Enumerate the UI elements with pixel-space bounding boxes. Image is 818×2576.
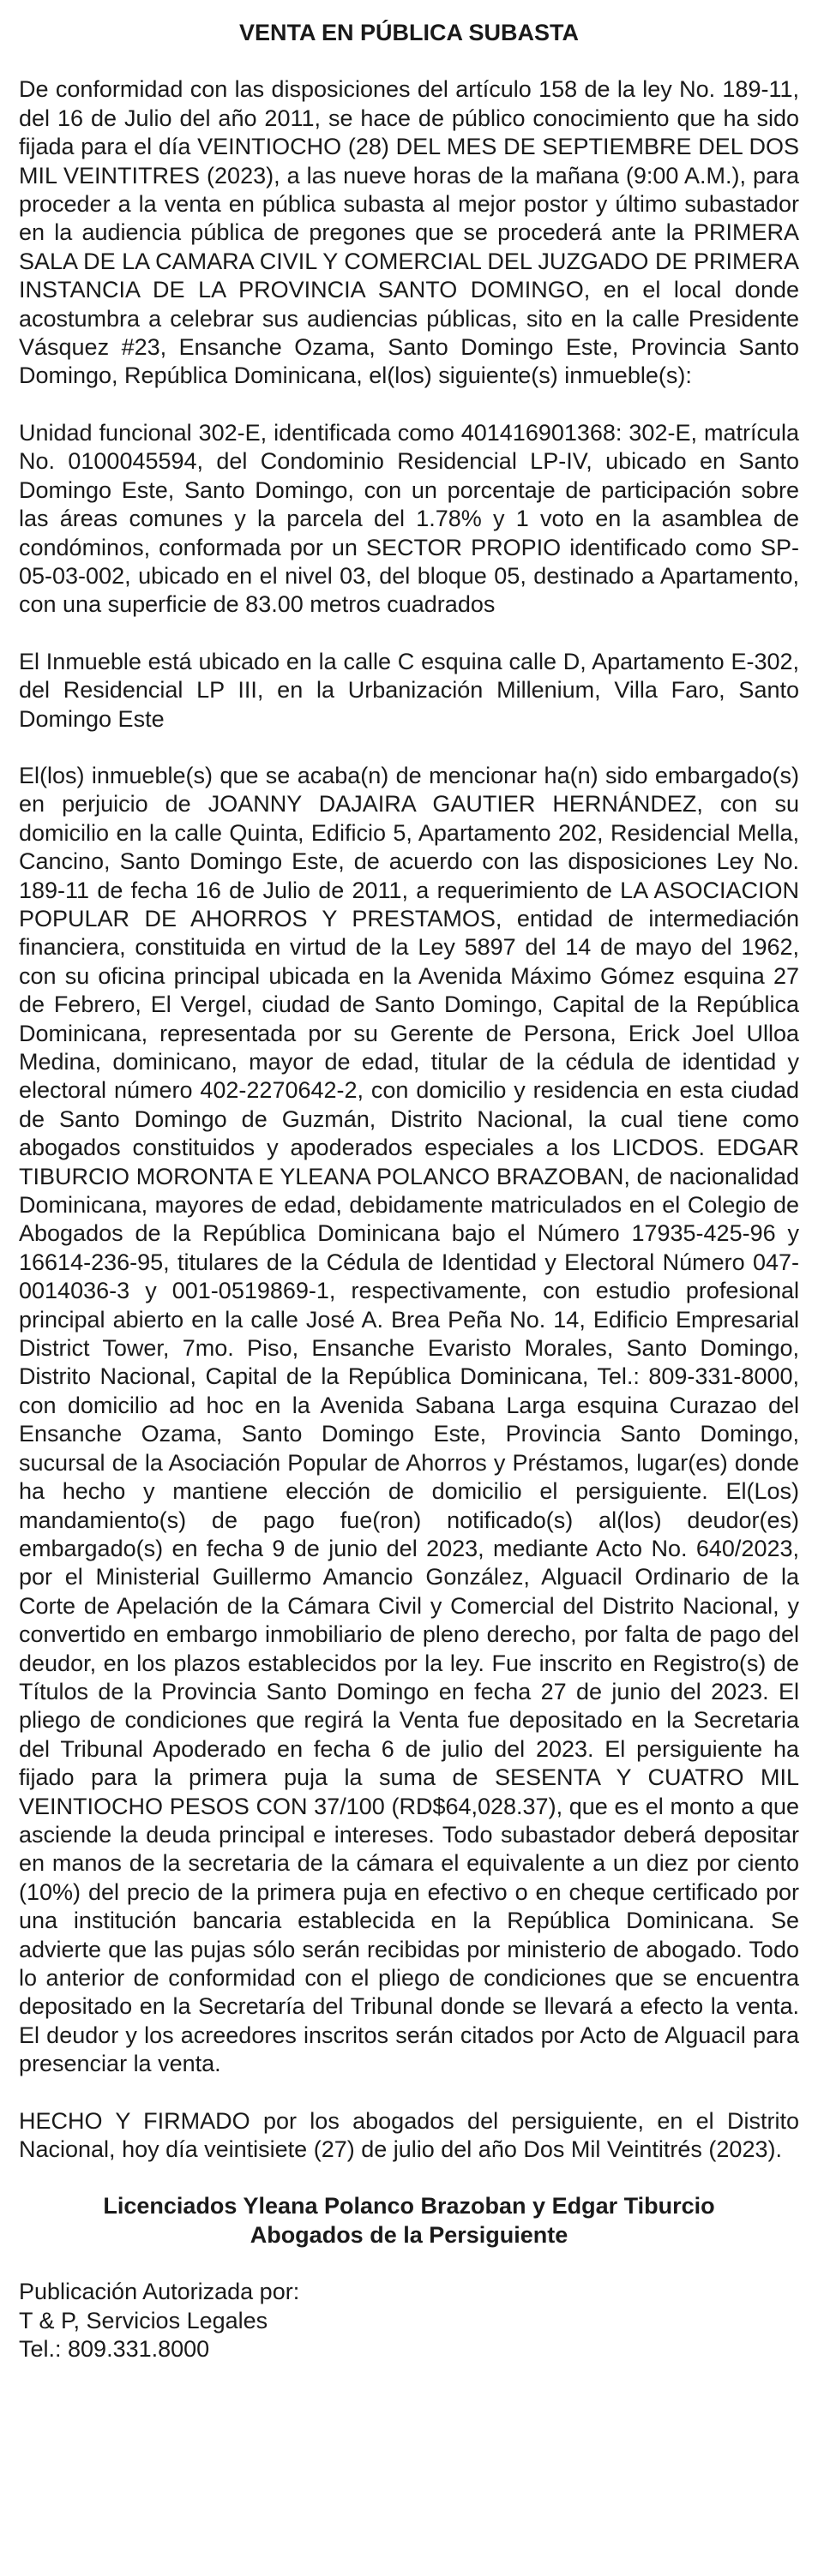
publisher-phone: Tel.: 809.331.8000	[19, 2336, 210, 2363]
signature-names: Licenciados Yleana Polanco Brazoban y Edgar Tiburcio	[103, 2193, 715, 2220]
seizure-details-paragraph: El(los) inmueble(s) que se acaba(n) de mencionar ha(n) sido embargado(s) en perjuicio de JOANNY DAJAIRA GAUTIER HERNÁNDEZ, con su domicilio en la calle Quinta, Edificio 5, Apartamento 202, Residencial Mella, Cancino, Santo Domingo Este, de acuerdo con las disposiciones Ley No. 189-11 de fecha 16 de Julio de 2011, a requerimiento de LA ASOCIACION POPULAR DE AHORROS Y PRESTAMOS, entidad de intermediación financiera, constituida en virtud de la Ley 5897 del 14 de mayo del 1962, con su oficina principal ubicada en la Avenida Máximo Gómez esquina 27 de Febrero, El Vergel, ciudad de Santo Domingo, Capital de la República Dominicana, representada por su Gerente de Persona, Erick Joel Ulloa Medina, dominicano, mayor de edad, titular de la cédula de identidad y electoral número 402-2270642-2, con domicilio y residencia en esta ciudad de Santo Domingo de Guzmán, Distrito Nacional, la cual tiene como abogados constituidos y apoderados especiales a los LICDOS. EDGAR TIBURCIO MORONTA E YLEANA POLANCO BRAZOBAN, de nacionalidad Dominicana, mayores de edad, debidamente matriculados en el Colegio de Abogados de la República Dominicana bajo el Número 17935-425-96 y 16614-236-95, titulares de la Cédula de Identidad y Electoral Número 047-0014036-3 y 001-0519869-1, respectivamente, con estudio profesional principal abierto en la calle José A. Brea Peña No. 14, Edificio Empresarial District Tower, 7mo. Piso, Ensanche Evaristo Morales, Santo Domingo, Distrito Nacional, Capital de la República Dominicana, Tel.: 809-331-8000, con domicilio ad hoc en la Avenida Sabana Larga esquina Curazao del Ensanche Ozama, Santo Domingo Este, Provincia Santo Domingo, sucursal de la Asociación Popular de Ahorros y Préstamos, lugar(es) donde ha hecho y mantiene elección de domicilio el persiguiente. El(Los) mandamiento(s) de pago fue(ron) notificado(s) al(los) deudor(es) embargado(s) en fecha 9 de junio del 2023, mediante Acto No. 640/2023, por el Ministerial Guillermo Amancio González, Alguacil Ordinario de la Corte de Apelación de la Cámara Civil y Comercial del Distrito Nacional, y convertido en embargo inmobiliario de pleno derecho, por falta de pago del deudor, en los plazos establecidos por la ley. Fue inscrito en Registro(s) de Títulos de la Provincia Santo Domingo en fecha 27 de junio del 2023. El pliego de condiciones que regirá la Venta fue depositado en la Secretaria del Tribunal Apoderado en fecha 6 de julio del 2023. El persiguiente ha fijado para la primera puja la suma de SESENTA Y CUATRO MIL VEINTIOCHO PESOS CON 37/100 (RD$64,028.37), que es el monto a que asciende la deuda principal e intereses. Todo subastador deberá depositar en manos de la secretaria de la cámara el equivalente a un diez por ciento (10%) del precio de la primera puja en efectivo o en cheque certificado por una institución bancaria establecida en la República Dominicana. Se advierte que las pujas sólo serán recibidas por ministerio de abogado. Todo lo anterior de conformidad con el pliego de condiciones que se encuentra depositado en la Secretaría del Tribunal donde se llevará a efecto la venta. El deudor y los acreedores inscritos serán citados por Acto de Alguacil para presenciar la venta.	[19, 762, 799, 2077]
intro-paragraph: De conformidad con las disposiciones del artículo 158 de la ley No. 189-11, del 16 de Julio del año 2011, se hace de público conocimiento que ha sido fijada para el día VEINTIOCHO (28) DEL MES DE SEPTIEMBRE DEL DOS MIL VEINTITRES (2023), a las nueve horas de la mañana (9:00 A.M.), para proceder a la venta en pública subasta al mejor postor y último subastador en la audiencia pública de pregones que se procederá ante la PRIMERA SALA DE LA CAMARA CIVIL Y COMERCIAL DEL JUZGADO DE PRIMERA INSTANCIA DE LA PROVINCIA SANTO DOMINGO, en el local donde acostumbra a celebrar sus audiencias públicas, sito en la calle Presidente Vásquez #23, Ensanche Ozama, Santo Domingo Este, Provincia Santo Domingo, República Dominicana, el(los) siguiente(s) inmueble(s):	[19, 76, 799, 389]
notice-title: VENTA EN PÚBLICA SUBASTA	[238, 20, 579, 45]
property-description-paragraph: Unidad funcional 302-E, identificada como 401416901368: 302-E, matrícula No. 0100045594, del Condominio Residencial LP-IV, ubicado en Santo Domingo Este, Santo Domingo, con un porcentaje de participación sobre las áreas comunes y la parcela del 1.78% y 1 voto en la asamblea de condóminos, conformada por un SECTOR PROPIO identificado como SP-05-03-002, ubicado en el nivel 03, del bloque 05, destinado a Apartamento, con una superficie de 83.00 metros cuadrados	[19, 419, 799, 618]
publisher-label: Publicación Autorizada por:	[19, 2279, 300, 2305]
signature-block	[19, 2192, 799, 2250]
publisher-name: T & P, Servicios Legales	[19, 2307, 268, 2333]
signed-paragraph: HECHO Y FIRMADO por los abogados del persiguiente, en el Distrito Nacional, hoy día veintisiete (27) de julio del año Dos Mil Veintitrés (2023).	[19, 2107, 799, 2163]
publisher-block	[19, 2278, 799, 2363]
property-location-paragraph: El Inmueble está ubicado en la calle C esquina calle D, Apartamento E-302, del Residencial LP III, en la Urbanización Millenium, Villa Faro, Santo Domingo Este	[19, 648, 799, 732]
signature-role: Abogados de la Persiguiente	[250, 2221, 568, 2248]
